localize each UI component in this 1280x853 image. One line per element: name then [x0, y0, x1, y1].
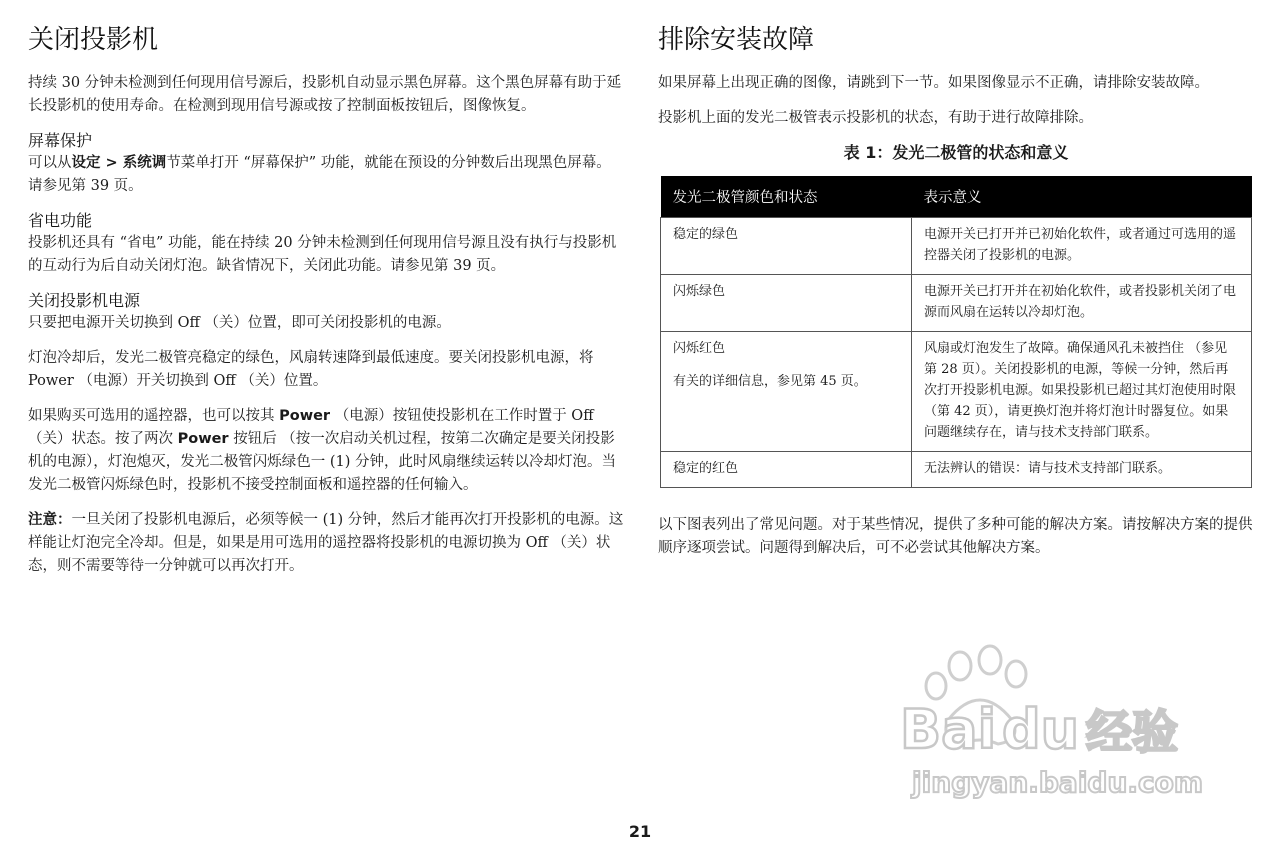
meaning-cell: 无法辨认的错误：请与技术支持部门联系。: [912, 452, 1252, 488]
table-row: [661, 218, 1252, 275]
watermark-url: jingyan.baidu.com: [912, 766, 1204, 799]
screensaver-pre: 可以从: [28, 155, 72, 171]
p3-part-a: 如果购买可选用的遥控器，也可以按其: [28, 408, 280, 424]
powersave-text: 投影机还具有 “省电” 功能，能在持续 20 分钟未检测到任何现用信号源且没有执行与投影机的互动行为后自动关闭灯泡。缺省情况下，关闭此功能。请参见第 39 页。: [28, 235, 617, 274]
led-state-label: 闪烁红色: [673, 341, 726, 356]
left-column: [28, 22, 624, 590]
screensaver-section: [28, 130, 624, 198]
section-title-troubleshooting: 排除安装故障: [658, 25, 815, 55]
led-state-cell: [661, 332, 912, 452]
section-title-shutdown: 关闭投影机: [28, 25, 159, 55]
table-row: [661, 332, 1252, 452]
shutdown-section: [28, 290, 624, 578]
shutdown-heading: 关闭投影机电源: [28, 291, 141, 310]
p3-part-c: 按钮后 （按一次启动关机过程，按第二次确定是要关闭投影机的电源），灯泡熄灭，发光二极管闪烁绿色一 (1) 分钟，此时风扇继续运转以冷却灯泡。当发光二极管闪烁绿色时，投影机不接受控制面板和遥控器的任何输入。: [28, 431, 617, 493]
watermark-brand: Bai: [900, 698, 997, 761]
led-state-cell: 稳定的红色: [661, 452, 912, 488]
screensaver-text: [28, 152, 624, 198]
troubleshoot-p1: 如果屏幕上出现正确的图像，请跳到下一节。如果图像显示不正确，请排除安装故障。: [658, 75, 1209, 91]
page-number: 21: [628, 822, 652, 841]
powersave-heading: 省电功能: [28, 211, 93, 230]
watermark-cn: 经验: [1086, 705, 1178, 759]
meaning-cell: 电源开关已打开并在初始化软件，或者投影机关闭了电源而风扇在运转以冷却灯泡。: [912, 275, 1252, 332]
troubleshoot-p3: 以下图表列出了常见问题。对于某些情况，提供了多种可能的解决方案。请按解决方案的提供顺序逐项尝试。问题得到解决后，可不必尝试其他解决方案。: [658, 517, 1253, 556]
table-row: [661, 452, 1252, 488]
led-state-cell: 闪烁绿色: [661, 275, 912, 332]
p3-part-b: （电源）按钮使投影机在工作时置于 Off （关）状态。按了两次: [28, 408, 594, 447]
watermark-brand-2: du: [1002, 698, 1080, 761]
power-keyword: Power: [279, 408, 331, 424]
baidu-watermark: [890, 640, 1220, 810]
screensaver-heading: 屏幕保护: [28, 131, 93, 150]
right-column: [658, 22, 1254, 572]
shutdown-p2: 灯泡冷却后，发光二极管亮稳定的绿色，风扇转速降到最低速度。要关闭投影机电源，将 Power （电源）开关切换到 Off （关）位置。: [28, 350, 594, 389]
power-keyword-2: Power: [177, 431, 229, 447]
header-meaning: 表示意义: [912, 176, 1252, 218]
table-header-row: [661, 176, 1252, 218]
note-label: 注意：: [28, 512, 72, 528]
shutdown-p3: [28, 405, 624, 497]
shutdown-p1: 只要把电源开关切换到 Off （关）位置，即可关闭投影机的电源。: [28, 315, 451, 331]
led-state-note: 有关的详细信息，参见第 45 页。: [673, 374, 867, 389]
menu-settings: 设定: [71, 155, 101, 171]
menu-separator: >: [100, 155, 123, 171]
table-row: [661, 275, 1252, 332]
shutdown-note: [28, 509, 624, 578]
led-status-table: [660, 176, 1252, 488]
meaning-cell: 风扇或灯泡发生了故障。确保通风孔未被挡住 （参见第 28 页）。关闭投影机的电源，等候一分钟，然后再次打开投影机电源。如果投影机已超过其灯泡使用时限 （第 42 页），请更换灯泡并将灯泡计时器复位。如果问题继续存在，请与技术支持部门联系。: [912, 332, 1252, 452]
table-caption: 表 1：发光二极管的状态和意义: [843, 143, 1069, 162]
led-state-cell: 稳定的绿色: [661, 218, 912, 275]
note-text: 一旦关闭了投影机电源后，必须等候一 (1) 分钟，然后才能再次打开投影机的电源。这样能让灯泡完全冷却。但是，如果是用可选用的遥控器将投影机的电源切换为 Off （关）状态，则不需要等待一分钟就可以再次打开。: [28, 512, 624, 574]
screensaver-post: 节菜单打开 “屏幕保护” 功能，就能在预设的分钟数后出现黑色屏幕。请参见第 39 页。: [28, 155, 611, 194]
menu-system: 系统调: [122, 155, 167, 171]
header-led-state: 发光二极管颜色和状态: [661, 176, 912, 218]
powersave-section: [28, 210, 624, 278]
intro-paragraph: 持续 30 分钟未检测到任何现用信号源后，投影机自动显示黑色屏幕。这个黑色屏幕有助于延长投影机的使用寿命。在检测到现用信号源或按了控制面板按钮后，图像恢复。: [28, 75, 622, 114]
meaning-cell: 电源开关已打开并已初始化软件，或者通过可选用的遥控器关闭了投影机的电源。: [912, 218, 1252, 275]
troubleshoot-p2: 投影机上面的发光二极管表示投影机的状态，有助于进行故障排除。: [658, 110, 1093, 126]
